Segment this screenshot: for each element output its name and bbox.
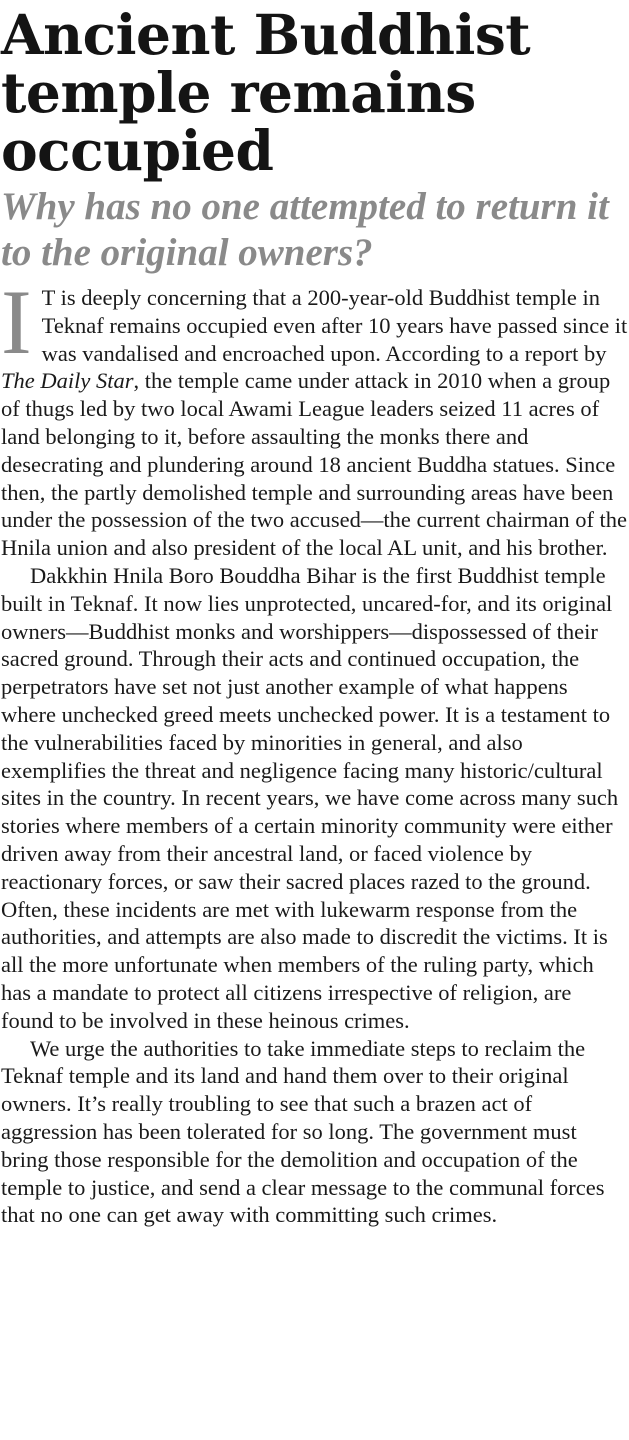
paragraph-1 xyxy=(1,271,628,562)
headline: Ancient Buddhist temple remains occupied xyxy=(1,2,531,183)
article-body xyxy=(1,271,628,1229)
publication-name: The Daily Star xyxy=(1,368,134,394)
paragraph-2: Dakkhin Hnila Boro Bouddha Bihar is the first Buddhist temple built in Teknaf. It now lies unprotected, uncared-for, and its original owners—Buddhist monks and worshippers—dispossessed of their sacred ground. Through their acts and continued occupation, the perpetrators have set not just another example of what happens where unchecked greed meets unchecked power. It is a testament to the vulnerabilities faced by minorities in general, and also exemplifies the threat and negligence facing many historic/cultural sites in the country. In recent years, we have come across many such stories where members of a certain minority community were either driven away from their ancestral land, or faced violence by reactionary forces, or saw their sacred places razed to the ground. Often, these incidents are met with lukewarm response from the authorities, and attempts are also made to discredit the victims. It is all the more unfortunate when members of the ruling party, which has a mandate to protect all citizens irrespective of religion, are found to be involved in these heinous crimes. xyxy=(1,562,619,1033)
paragraph-3: We urge the authorities to take immediate steps to reclaim the Teknaf temple and its land and hand them over to their original owners. It’s really troubling to see that such a brazen act of aggression has been tolerated for so long. The government must bring those responsible for the demolition and occupation of the temple to justice, and send a clear message to the communal forces that no one can get away with committing such crimes. xyxy=(1,1035,605,1228)
paragraph-1-text-a: T is deeply concerning that a 200-year-old Buddhist temple in Teknaf remains occupied even after 10 years have passed since it was vandalised and encroached upon. According to a report by xyxy=(41,285,628,366)
paragraph-1-text-b: , the temple came under attack in 2010 when a group of thugs led by two local Awami League leaders seized 11 acres of land belonging to it, before assaulting the monks there and desecrating and plundering around 18 ancient Buddha statues. Since then, the partly demolished temple and surrounding areas have been under the possession of the two accused—the current chairman of the Hnila union and also president of the local AL unit, and his brother. xyxy=(1,368,628,561)
editorial-article xyxy=(1,2,628,1229)
drop-cap: I xyxy=(1,271,32,373)
subheadline: Why has no one attempted to return it to the original owners? xyxy=(1,185,609,274)
